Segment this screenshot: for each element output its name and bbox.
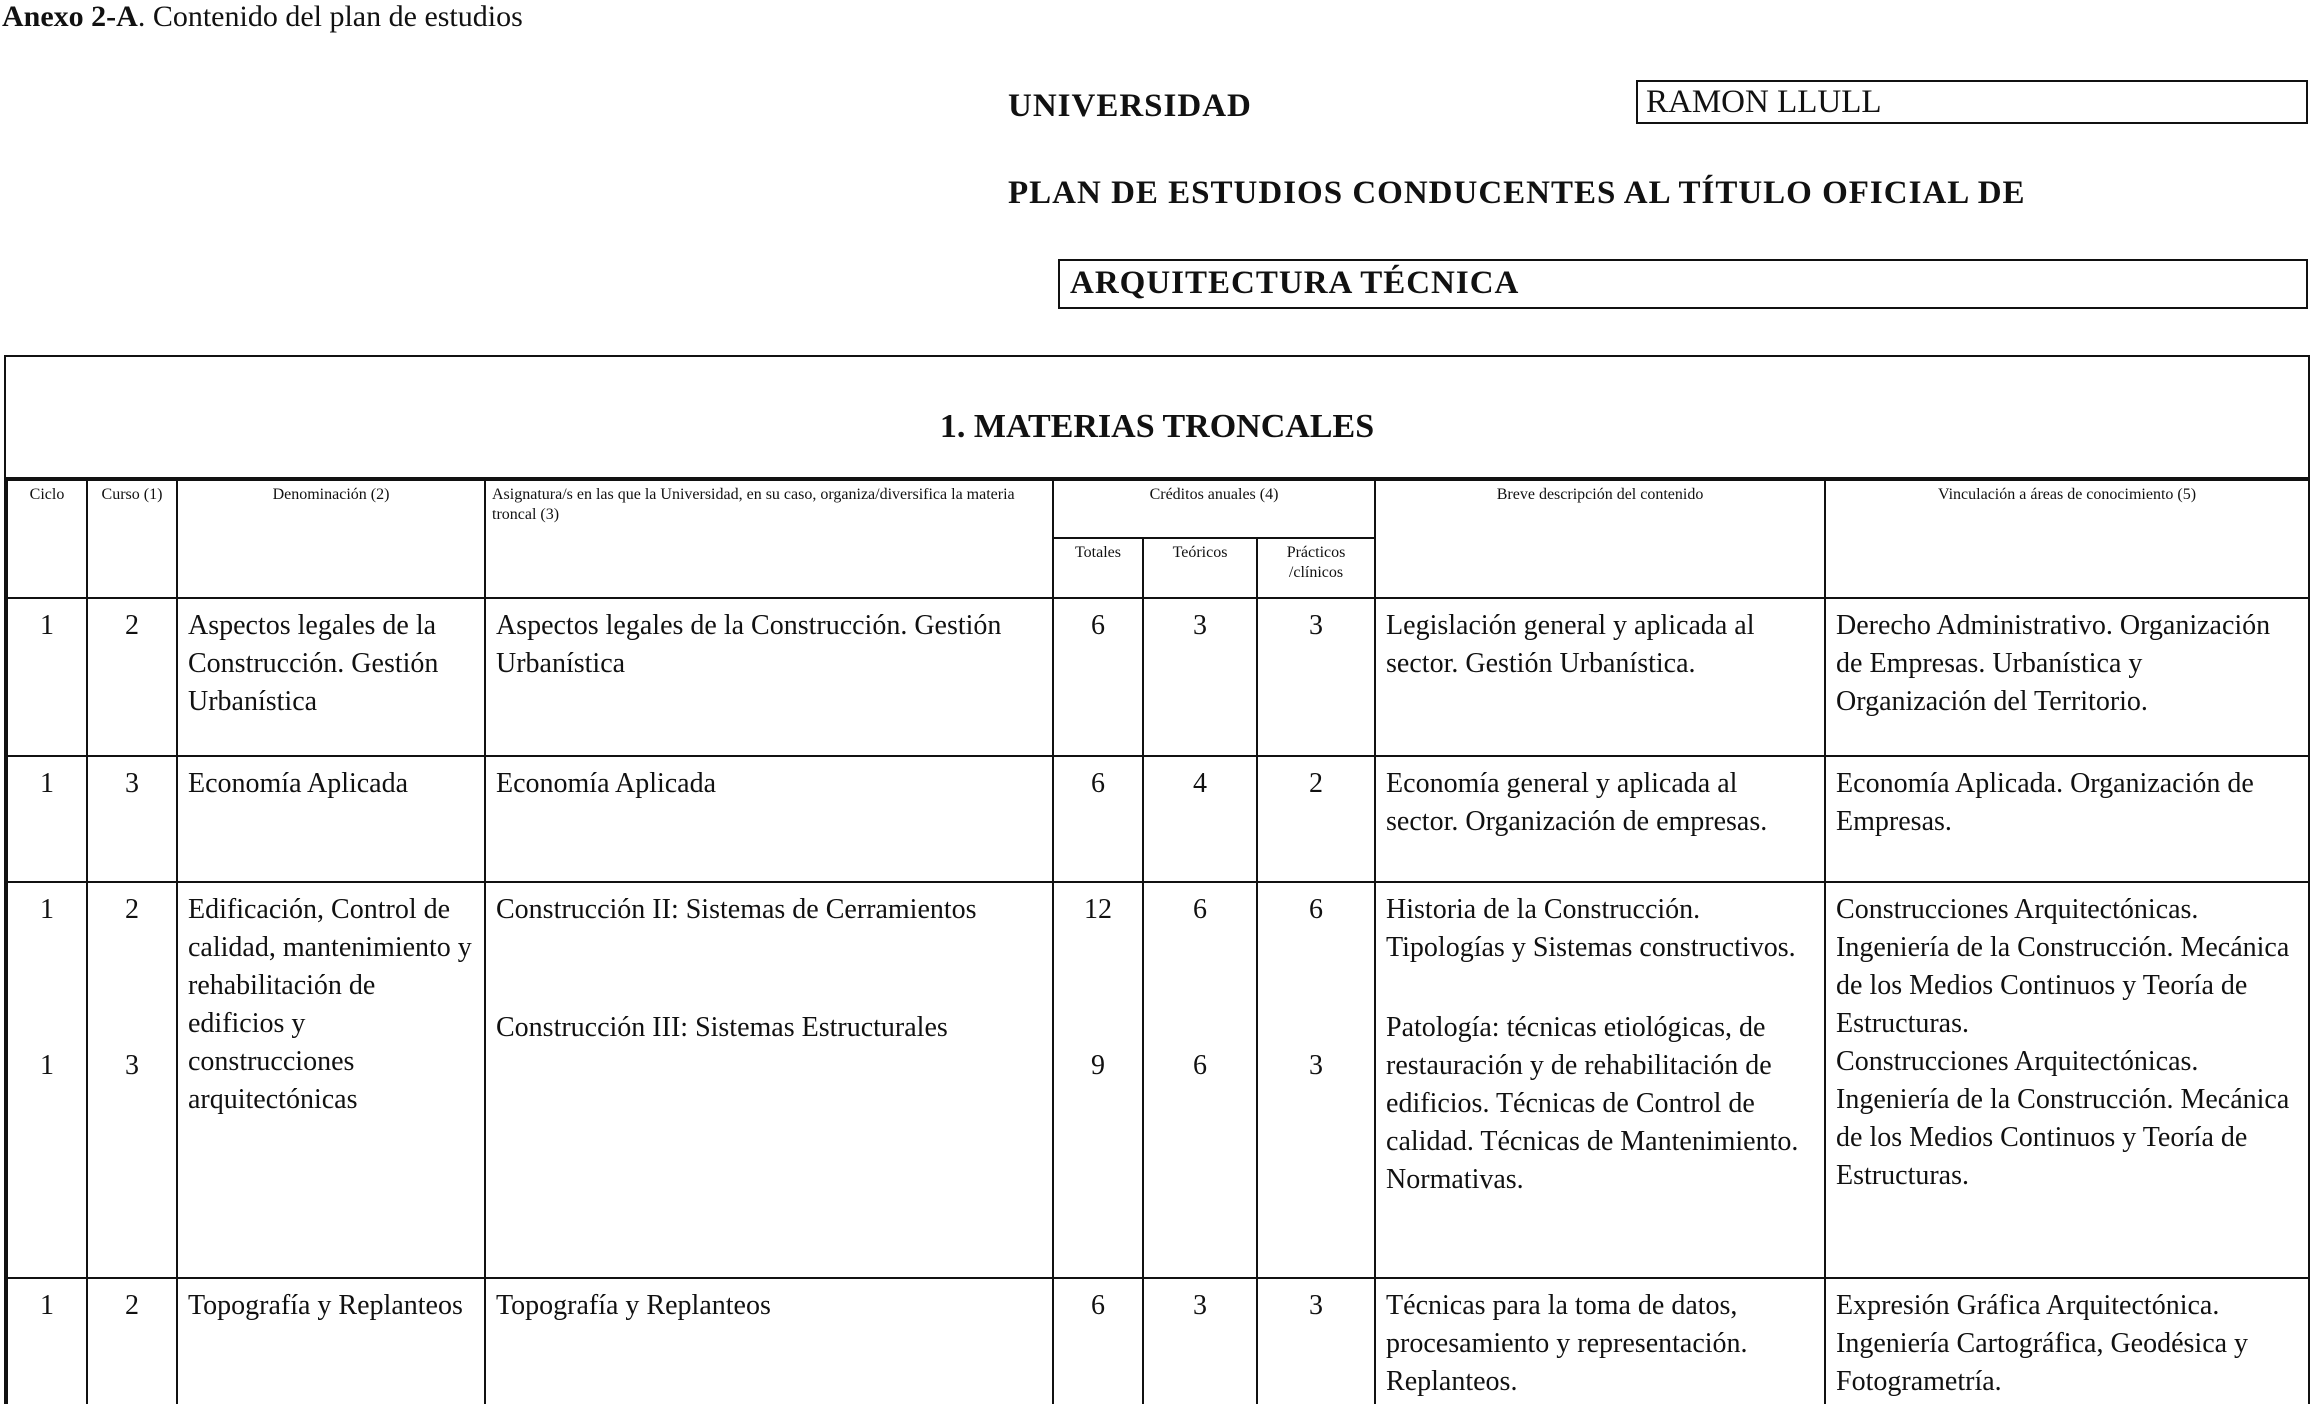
table-row <box>7 756 2309 882</box>
cell-totales <box>1053 882 1143 1278</box>
cell-vinculacion <box>1825 882 2309 1278</box>
cell-vinculacion-a: Construcciones Arquitectónicas. Ingeniería de la Construcción. Mecánica de los Medios Continuos y Teoría de Estructuras. <box>1836 894 2290 1039</box>
cell-denominacion: Aspectos legales de la Construcción. Gestión Urbanística <box>177 598 485 756</box>
cell-teoricos: 4 <box>1143 756 1257 882</box>
col-header-vinculacion: Vinculación a áreas de conocimiento (5) <box>1825 480 2309 598</box>
cell-teoricos: 3 <box>1143 598 1257 756</box>
col-header-denominacion: Denominación (2) <box>177 480 485 598</box>
cell-practicos: 3 <box>1257 1278 1375 1404</box>
section-title: 1. MATERIAS TRONCALES <box>6 357 2308 479</box>
cell-descripcion-b: Patología: técnicas etiológicas, de restauración y de rehabilitación de edificios. Técnicas de Control de calidad. Técnicas de Mantenimiento. Normativas. <box>1386 1012 1799 1195</box>
spacer <box>98 929 166 1047</box>
materias-table-container <box>4 355 2310 1404</box>
cell-ciclo: 1 <box>7 1278 87 1404</box>
spacer <box>496 929 1042 1009</box>
cell-curso-b: 3 <box>125 1050 139 1081</box>
cell-ciclo-a: 1 <box>40 894 54 925</box>
spacer <box>1268 929 1364 1047</box>
cell-descripcion: Economía general y aplicada al sector. Organización de empresas. <box>1375 756 1825 882</box>
annex-heading <box>2 0 523 34</box>
spacer <box>1386 967 1814 1009</box>
cell-practicos: 3 <box>1257 598 1375 756</box>
spacer <box>1154 929 1246 1047</box>
cell-descripcion: Legislación general y aplicada al sector. Gestión Urbanística. <box>1375 598 1825 756</box>
plan-label: PLAN DE ESTUDIOS CONDUCENTES AL TÍTULO OFICIAL DE <box>1008 175 2026 211</box>
spacer <box>18 929 76 1047</box>
cell-asignatura: Aspectos legales de la Construcción. Gestión Urbanística <box>485 598 1053 756</box>
universidad-value: RAMON LLULL <box>1636 80 2308 124</box>
cell-totales: 6 <box>1053 756 1143 882</box>
col-header-totales: Totales <box>1053 538 1143 598</box>
table-row <box>7 882 2309 1278</box>
cell-denominacion: Topografía y Replanteos <box>177 1278 485 1404</box>
cell-ciclo-b: 1 <box>40 1050 54 1081</box>
cell-practicos <box>1257 882 1375 1278</box>
col-header-ciclo: Ciclo <box>7 480 87 598</box>
cell-ciclo: 1 <box>7 598 87 756</box>
col-header-teoricos: Teóricos <box>1143 538 1257 598</box>
cell-curso: 3 <box>87 756 177 882</box>
materias-table <box>6 479 2310 1404</box>
cell-ciclo <box>7 882 87 1278</box>
cell-denominacion: Edificación, Control de calidad, mantenimiento y rehabilitación de edificios y construcciones arquitectónicas <box>177 882 485 1278</box>
cell-curso: 2 <box>87 1278 177 1404</box>
cell-practicos-a: 6 <box>1309 894 1324 925</box>
universidad-label: UNIVERSIDAD <box>1008 88 1252 124</box>
cell-asignatura: Economía Aplicada <box>485 756 1053 882</box>
cell-descripcion: Técnicas para la toma de datos, procesamiento y representación. Replanteos. <box>1375 1278 1825 1404</box>
cell-totales-a: 12 <box>1084 894 1112 925</box>
cell-curso-a: 2 <box>125 894 139 925</box>
cell-totales-b: 9 <box>1091 1050 1105 1081</box>
col-header-creditos: Créditos anuales (4) <box>1053 480 1375 538</box>
cell-teoricos: 3 <box>1143 1278 1257 1404</box>
col-header-descripcion: Breve descripción del contenido <box>1375 480 1825 598</box>
cell-teoricos <box>1143 882 1257 1278</box>
cell-curso <box>87 882 177 1278</box>
cell-vinculacion: Derecho Administrativo. Organización de Empresas. Urbanística y Organización del Territorio. <box>1825 598 2309 756</box>
cell-asignatura-a: Construcción II: Sistemas de Cerramientos <box>496 894 977 925</box>
cell-totales: 6 <box>1053 598 1143 756</box>
col-header-curso: Curso (1) <box>87 480 177 598</box>
cell-teoricos-b: 6 <box>1193 1050 1207 1081</box>
cell-practicos-b: 3 <box>1309 1050 1324 1081</box>
titulo-value: ARQUITECTURA TÉCNICA <box>1058 259 2308 309</box>
annex-number: Anexo 2-A <box>2 0 138 33</box>
col-header-practicos: Prácticos /clínicos <box>1257 538 1375 598</box>
spacer <box>1064 929 1132 1047</box>
cell-teoricos-a: 6 <box>1193 894 1207 925</box>
cell-asignatura: Topografía y Replanteos <box>485 1278 1053 1404</box>
table-row <box>7 1278 2309 1404</box>
cell-descripcion-a: Historia de la Construcción. Tipologías y Sistemas constructivos. <box>1386 894 1796 963</box>
annex-description: . Contenido del plan de estudios <box>137 0 523 33</box>
cell-asignatura <box>485 882 1053 1278</box>
cell-totales: 6 <box>1053 1278 1143 1404</box>
col-header-asignaturas: Asignatura/s en las que la Universidad, en su caso, organiza/diversifica la materia troncal (3) <box>485 480 1053 598</box>
table-row <box>7 598 2309 756</box>
cell-curso: 2 <box>87 598 177 756</box>
cell-practicos: 2 <box>1257 756 1375 882</box>
cell-denominacion: Economía Aplicada <box>177 756 485 882</box>
cell-asignatura-b: Construcción III: Sistemas Estructurales <box>496 1012 948 1043</box>
cell-descripcion <box>1375 882 1825 1278</box>
cell-vinculacion: Expresión Gráfica Arquitectónica. Ingeniería Cartográfica, Geodésica y Fotogrametría. <box>1825 1278 2309 1404</box>
cell-vinculacion: Economía Aplicada. Organización de Empresas. <box>1825 756 2309 882</box>
cell-vinculacion-b: Construcciones Arquitectónicas. Ingeniería de la Construcción. Mecánica de los Medios Continuos y Teoría de Estructuras. <box>1836 1046 2290 1191</box>
cell-ciclo: 1 <box>7 756 87 882</box>
